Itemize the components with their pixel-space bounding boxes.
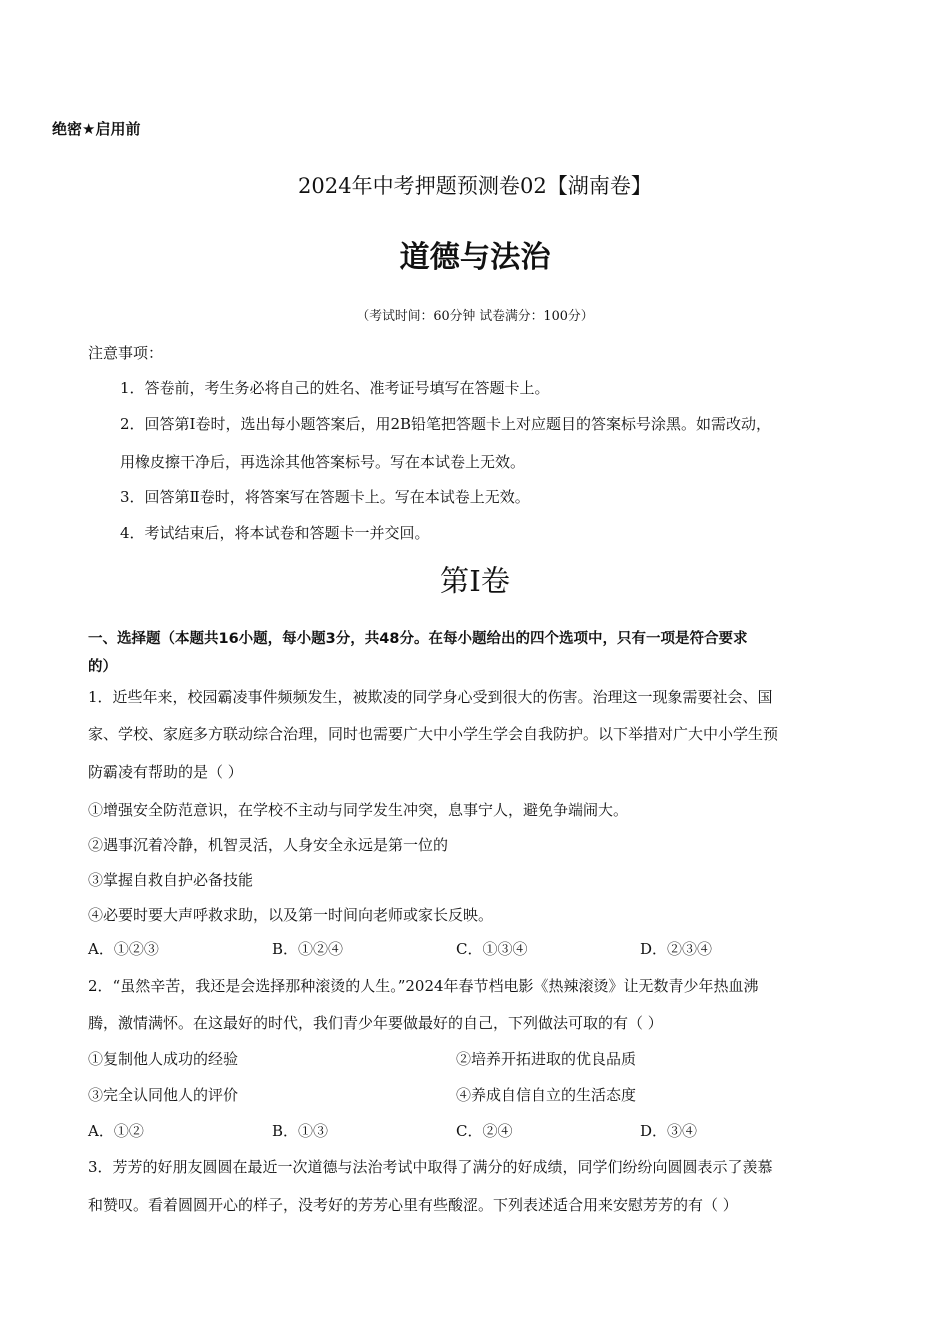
question-1-text: 1．近些年来，校园霸凌事件频频发生，被欺凌的同学身心受到很大的伤害。治理这一现象需要社会、国 bbox=[88, 688, 773, 706]
note-item: 4．考试结束后，将本试卷和答题卡一并交回。 bbox=[120, 524, 430, 542]
note-item: 3．回答第Ⅱ卷时，将答案写在答题卡上。写在本试卷上无效。 bbox=[120, 488, 530, 506]
note-item: 用橡皮擦干净后，再选涂其他答案标号。写在本试卷上无效。 bbox=[120, 453, 526, 471]
question-2-item: ②培养开拓进取的优良品质 bbox=[456, 1050, 637, 1068]
volume-title: 第Ⅰ卷 bbox=[439, 564, 511, 598]
question-1-item: ④必要时要大声呼救求助，以及第一时间向老师或家长反映。 bbox=[88, 906, 494, 924]
question-2-option-c: C．②④ bbox=[456, 1122, 513, 1140]
question-1-item: ①增强安全防范意识，在学校不主动与同学发生冲突，息事宁人，避免争端闹大。 bbox=[88, 801, 629, 819]
question-1-item: ②遇事沉着冷静，机智灵活，人身安全永远是第一位的 bbox=[88, 836, 449, 854]
question-2-option-d: D．③④ bbox=[640, 1122, 698, 1140]
subject-title: 道德与法治 bbox=[399, 240, 551, 275]
note-item: 1．答卷前，考生务必将自己的姓名、准考证号填写在答题卡上。 bbox=[120, 379, 550, 397]
question-1-text: 家、学校、家庭多方联动综合治理，同时也需要广大中小学生学会自我防护。以下举措对广大中小学生预 bbox=[88, 725, 779, 743]
section-heading-cont: 的） bbox=[88, 659, 117, 675]
question-2-text: 腾，激情满怀。在这最好的时代，我们青少年要做最好的自己，下列做法可取的有（ ） bbox=[88, 1014, 663, 1032]
note-item: 2．回答第Ⅰ卷时，选出每小题答案后，用2B铅笔把答题卡上对应题目的答案标号涂黑。如需改动， bbox=[120, 415, 772, 433]
question-2-option-a: A．①② bbox=[88, 1122, 144, 1140]
section-heading: 一、选择题（本题共16小题，每小题3分，共48分。在每小题给出的四个选项中，只有一项是符合要求 bbox=[88, 631, 748, 647]
question-1-option-c: C．①③④ bbox=[456, 940, 528, 958]
question-1-option-b: B．①②④ bbox=[272, 940, 344, 958]
confidential-label: 绝密★启用前 bbox=[52, 120, 141, 138]
notes-heading: 注意事项： bbox=[88, 344, 164, 362]
question-1-option-a: A．①②③ bbox=[88, 940, 159, 958]
question-1-text: 防霸凌有帮助的是（ ） bbox=[88, 763, 243, 781]
question-2-item: ③完全认同他人的评价 bbox=[88, 1086, 239, 1104]
exam-info: （考试时间：60分钟 试卷满分：100分） bbox=[356, 309, 594, 324]
question-1-item: ③掌握自救自护必备技能 bbox=[88, 871, 254, 889]
question-2-item: ①复制他人成功的经验 bbox=[88, 1050, 239, 1068]
question-3-text: 和赞叹。看着圆圆开心的样子，没考好的芳芳心里有些酸涩。下列表述适合用来安慰芳芳的有（ ） bbox=[88, 1196, 738, 1214]
question-2-text: 2．“虽然辛苦，我还是会选择那种滚烫的人生。”2024年春节档电影《热辣滚烫》让无数青少年热血沸 bbox=[88, 977, 759, 995]
question-2-item: ④养成自信自立的生活态度 bbox=[456, 1086, 637, 1104]
question-3-text: 3．芳芳的好朋友圆圆在最近一次道德与法治考试中取得了满分的好成绩，同学们纷纷向圆圆表示了羡慕 bbox=[88, 1158, 773, 1176]
question-2-option-b: B．①③ bbox=[272, 1122, 329, 1140]
question-1-option-d: D．②③④ bbox=[640, 940, 713, 958]
exam-title: 2024年中考押题预测卷02【湖南卷】 bbox=[298, 173, 652, 198]
